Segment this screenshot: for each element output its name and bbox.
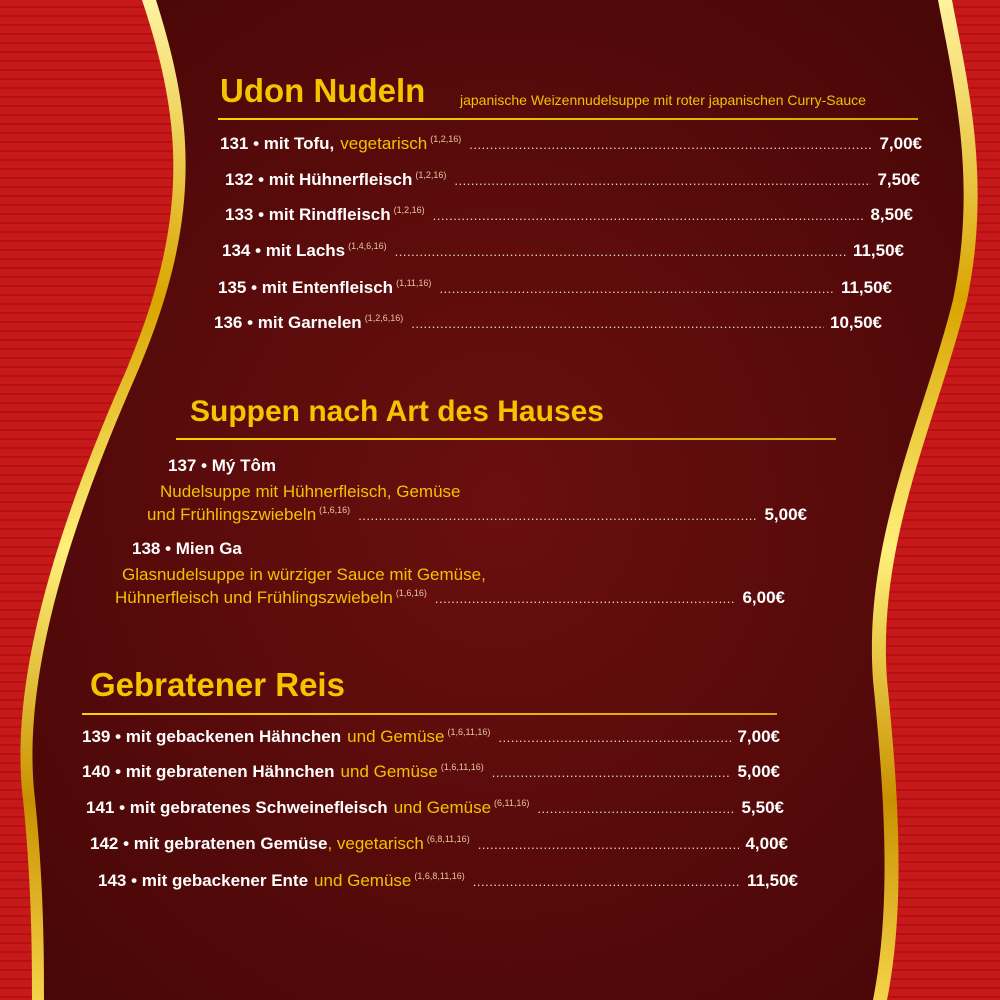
item-allergens: (1,2,16) (415, 170, 447, 180)
item-name: 136 • mit Garnelen (214, 313, 362, 332)
soup-137-line2 (147, 505, 807, 531)
section-subtitle-udon: japanische Weizennudelsuppe mit roter japanischen Curry-Sauce (460, 92, 866, 108)
item-price: 7,00€ (879, 134, 922, 153)
item-extra: und Gemüse (340, 762, 438, 781)
item-allergens: (1,2,6,16) (364, 313, 404, 323)
soup-138-description-line1: Glasnudelsuppe in würziger Sauce mit Gemüse, (122, 565, 486, 584)
item-price: 4,00€ (745, 834, 788, 853)
item-price: 5,00€ (737, 762, 780, 781)
item-price: 11,50€ (840, 278, 892, 297)
section-title-suppen: Suppen nach Art des Hauses (190, 395, 604, 428)
item-description: und Frühlingszwiebeln (147, 505, 317, 524)
item-extra: vegetarisch (340, 134, 428, 153)
dot-leader (469, 137, 873, 152)
item-name: 135 • mit Entenfleisch (218, 278, 394, 297)
menu-item-143 (98, 871, 798, 897)
menu-item-139 (82, 727, 780, 753)
menu-item-136 (214, 313, 882, 339)
item-allergens: (1,6,16) (319, 505, 351, 515)
item-description: Hühnerfleisch und Frühlingszwiebeln (115, 588, 393, 607)
item-name: 142 • mit gebratenen Gemüse (90, 834, 328, 853)
dot-leader (358, 508, 758, 523)
section-rule-suppen (176, 438, 836, 440)
soup-137-description-line1: Nudelsuppe mit Hühnerfleisch, Gemüse (160, 482, 461, 501)
menu-item-134 (222, 241, 904, 267)
item-price: 6,00€ (742, 588, 785, 607)
dot-leader (537, 801, 735, 816)
item-name: 133 • mit Rindfleisch (225, 205, 391, 224)
section-title-reis: Gebratener Reis (90, 666, 345, 703)
item-allergens: (1,6,11,16) (440, 762, 484, 772)
menu-item-131 (220, 134, 922, 160)
soup-138-name: 138 • Mien Ga (132, 539, 242, 558)
item-price: 5,00€ (764, 505, 807, 524)
soup-137-name: 137 • Mý Tôm (168, 456, 276, 475)
dot-leader (411, 316, 824, 331)
item-allergens: (6,8,11,16) (426, 834, 470, 844)
item-name: 141 • mit gebratenes Schweinefleisch (86, 798, 388, 817)
section-title-udon: Udon Nudeln (220, 72, 426, 109)
item-extra: und Gemüse (314, 871, 412, 890)
item-price: 8,50€ (870, 205, 913, 224)
item-name: 134 • mit Lachs (222, 241, 346, 260)
soup-138-line2 (115, 588, 785, 614)
item-price: 5,50€ (741, 798, 784, 817)
item-allergens: (1,6,8,11,16) (414, 871, 465, 881)
section-rule-reis (82, 713, 777, 715)
item-name: 131 • mit Tofu, (220, 134, 335, 153)
dot-leader (454, 173, 871, 188)
item-allergens: (1,11,16) (396, 278, 432, 288)
item-allergens: (1,6,11,16) (447, 727, 491, 737)
item-price: 11,50€ (852, 241, 904, 260)
dot-leader (435, 591, 737, 606)
item-name: 143 • mit gebackener Ente (98, 871, 309, 890)
dot-leader (478, 837, 740, 852)
item-name: 140 • mit gebratenen Hähnchen (82, 762, 335, 781)
item-extra: , vegetarisch (327, 834, 424, 853)
item-price: 7,50€ (877, 170, 920, 189)
dot-leader (498, 730, 731, 745)
item-price: 7,00€ (737, 727, 780, 746)
menu-item-132 (225, 170, 920, 196)
menu-item-141 (86, 798, 784, 824)
menu-item-142 (90, 834, 788, 860)
section-rule-udon (218, 118, 918, 120)
item-name: 132 • mit Hühnerfleisch (225, 170, 413, 189)
menu-item-135 (218, 278, 892, 304)
item-allergens: (1,6,16) (395, 588, 427, 598)
item-allergens: (1,2,16) (393, 205, 425, 215)
menu-item-133 (225, 205, 913, 231)
dot-leader (433, 208, 865, 223)
item-allergens: (6,11,16) (494, 798, 530, 808)
item-price: 11,50€ (746, 871, 798, 890)
dot-leader (492, 765, 732, 780)
item-extra: und Gemüse (393, 798, 492, 817)
dot-leader (395, 244, 847, 259)
dot-leader (439, 281, 835, 296)
item-name: 139 • mit gebackenen Hähnchen (82, 727, 342, 746)
item-allergens: (1,4,6,16) (348, 241, 387, 251)
dot-leader (473, 874, 741, 889)
item-extra: und Gemüse (347, 727, 445, 746)
item-price: 10,50€ (830, 313, 882, 332)
menu-item-140 (82, 762, 780, 788)
item-allergens: (1,2,16) (430, 134, 462, 144)
